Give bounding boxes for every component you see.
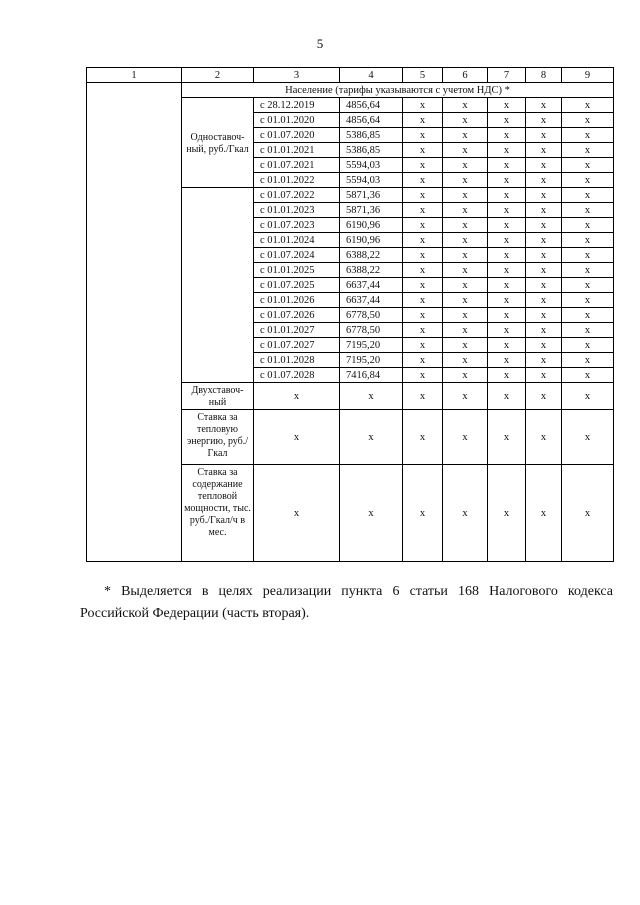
period-date: с 01.01.2021: [254, 143, 340, 158]
not-applicable-mark: х: [254, 410, 340, 465]
not-applicable-mark: х: [443, 383, 488, 410]
not-applicable-mark: х: [488, 308, 526, 323]
not-applicable-mark: х: [562, 383, 614, 410]
tariff-value: 7416,84: [340, 368, 403, 383]
not-applicable-mark: х: [443, 368, 488, 383]
not-applicable-mark: х: [526, 203, 562, 218]
not-applicable-mark: х: [562, 143, 614, 158]
not-applicable-mark: х: [562, 293, 614, 308]
not-applicable-mark: х: [526, 293, 562, 308]
not-applicable-mark: х: [403, 293, 443, 308]
rate-type-label: Двухставоч-ный: [182, 383, 254, 410]
not-applicable-mark: х: [562, 218, 614, 233]
header-row: [87, 68, 614, 83]
not-applicable-mark: х: [403, 263, 443, 278]
not-applicable-mark: х: [403, 410, 443, 465]
rate-type-label: Ставка за тепловую энергию, руб./Гкал: [182, 410, 254, 465]
tariff-value: 5386,85: [340, 143, 403, 158]
period-date: с 01.01.2028: [254, 353, 340, 368]
not-applicable-mark: х: [488, 323, 526, 338]
period-date: с 01.01.2025: [254, 263, 340, 278]
tariff-value: 6388,22: [340, 248, 403, 263]
period-date: с 28.12.2019: [254, 98, 340, 113]
not-applicable-mark: х: [403, 338, 443, 353]
not-applicable-mark: х: [488, 203, 526, 218]
not-applicable-mark: х: [488, 143, 526, 158]
rate-type-label: Одноставоч-ный, руб./Гкал: [182, 98, 254, 188]
tariff-value: 6778,50: [340, 323, 403, 338]
not-applicable-mark: х: [403, 128, 443, 143]
not-applicable-mark: х: [562, 338, 614, 353]
not-applicable-mark: х: [488, 383, 526, 410]
tariff-value: 6388,22: [340, 263, 403, 278]
not-applicable-mark: х: [488, 128, 526, 143]
not-applicable-mark: х: [526, 188, 562, 203]
not-applicable-mark: х: [403, 465, 443, 562]
column-number: 5: [403, 68, 443, 83]
not-applicable-mark: х: [488, 338, 526, 353]
not-applicable-mark: х: [562, 308, 614, 323]
not-applicable-mark: х: [488, 248, 526, 263]
not-applicable-mark: х: [488, 158, 526, 173]
not-applicable-mark: х: [562, 203, 614, 218]
not-applicable-mark: х: [443, 128, 488, 143]
not-applicable-mark: х: [488, 188, 526, 203]
not-applicable-mark: х: [562, 323, 614, 338]
period-date: с 01.01.2020: [254, 113, 340, 128]
tariff-value: 6190,96: [340, 233, 403, 248]
not-applicable-mark: х: [403, 383, 443, 410]
not-applicable-mark: х: [403, 113, 443, 128]
tariff-value: 6190,96: [340, 218, 403, 233]
not-applicable-mark: х: [443, 233, 488, 248]
not-applicable-mark: х: [443, 353, 488, 368]
not-applicable-mark: х: [403, 143, 443, 158]
tariff-value: 5594,03: [340, 158, 403, 173]
not-applicable-mark: х: [488, 465, 526, 562]
not-applicable-mark: х: [488, 173, 526, 188]
not-applicable-mark: х: [403, 368, 443, 383]
period-date: с 01.07.2022: [254, 188, 340, 203]
not-applicable-mark: х: [443, 465, 488, 562]
not-applicable-mark: х: [526, 353, 562, 368]
period-date: с 01.01.2023: [254, 203, 340, 218]
not-applicable-mark: х: [340, 410, 403, 465]
not-applicable-mark: х: [526, 173, 562, 188]
not-applicable-mark: х: [488, 278, 526, 293]
not-applicable-mark: х: [562, 278, 614, 293]
section-row: [87, 83, 614, 98]
not-applicable-mark: х: [443, 113, 488, 128]
period-date: с 01.01.2026: [254, 293, 340, 308]
period-date: с 01.07.2027: [254, 338, 340, 353]
not-applicable-mark: х: [488, 293, 526, 308]
not-applicable-mark: х: [526, 308, 562, 323]
not-applicable-mark: х: [526, 368, 562, 383]
not-applicable-mark: х: [403, 203, 443, 218]
not-applicable-mark: х: [403, 278, 443, 293]
column-number: 7: [488, 68, 526, 83]
not-applicable-mark: х: [443, 143, 488, 158]
not-applicable-mark: х: [443, 293, 488, 308]
column-number: 6: [443, 68, 488, 83]
not-applicable-mark: х: [488, 353, 526, 368]
not-applicable-mark: х: [488, 263, 526, 278]
tariff-value: 6637,44: [340, 293, 403, 308]
category-cell: [87, 83, 182, 562]
column-number: 4: [340, 68, 403, 83]
not-applicable-mark: х: [443, 158, 488, 173]
not-applicable-mark: х: [443, 323, 488, 338]
not-applicable-mark: х: [403, 233, 443, 248]
not-applicable-mark: х: [403, 218, 443, 233]
column-number: 3: [254, 68, 340, 83]
not-applicable-mark: х: [443, 410, 488, 465]
not-applicable-mark: х: [562, 353, 614, 368]
tariff-value: 6637,44: [340, 278, 403, 293]
not-applicable-mark: х: [526, 233, 562, 248]
not-applicable-mark: х: [526, 338, 562, 353]
not-applicable-mark: х: [488, 233, 526, 248]
not-applicable-mark: х: [403, 188, 443, 203]
not-applicable-mark: х: [526, 98, 562, 113]
not-applicable-mark: х: [340, 465, 403, 562]
not-applicable-mark: х: [562, 98, 614, 113]
not-applicable-mark: х: [403, 173, 443, 188]
not-applicable-mark: х: [562, 465, 614, 562]
not-applicable-mark: х: [562, 113, 614, 128]
not-applicable-mark: х: [562, 158, 614, 173]
tariff-value: 6778,50: [340, 308, 403, 323]
not-applicable-mark: х: [562, 173, 614, 188]
not-applicable-mark: х: [443, 338, 488, 353]
not-applicable-mark: х: [526, 143, 562, 158]
not-applicable-mark: х: [526, 128, 562, 143]
tariff-value: 5594,03: [340, 173, 403, 188]
not-applicable-mark: х: [443, 308, 488, 323]
not-applicable-mark: х: [443, 173, 488, 188]
column-number: 9: [562, 68, 614, 83]
not-applicable-mark: х: [443, 98, 488, 113]
period-date: с 01.01.2024: [254, 233, 340, 248]
footnote: * Выделяется в целях реализации пункта 6 статьи 168 Налогового кодекса Российской Федерации (часть вторая).: [80, 584, 613, 621]
period-date: с 01.07.2025: [254, 278, 340, 293]
page-number: 5: [316, 36, 324, 51]
not-applicable-mark: х: [488, 410, 526, 465]
not-applicable-mark: х: [488, 113, 526, 128]
tariff-value: 7195,20: [340, 353, 403, 368]
not-applicable-mark: х: [443, 248, 488, 263]
not-applicable-mark: х: [254, 465, 340, 562]
not-applicable-mark: х: [340, 383, 403, 410]
not-applicable-mark: х: [403, 248, 443, 263]
not-applicable-mark: х: [403, 158, 443, 173]
tariff-value: 5871,36: [340, 188, 403, 203]
not-applicable-mark: х: [403, 98, 443, 113]
not-applicable-mark: х: [526, 278, 562, 293]
not-applicable-mark: х: [488, 98, 526, 113]
not-applicable-mark: х: [526, 158, 562, 173]
not-applicable-mark: х: [488, 218, 526, 233]
rate-type-label: Ставка за содержание тепловой мощности, тыс. руб./Гкал/ч в мес.: [182, 465, 254, 562]
column-number: 8: [526, 68, 562, 83]
period-date: с 01.07.2023: [254, 218, 340, 233]
not-applicable-mark: х: [562, 410, 614, 465]
not-applicable-mark: х: [526, 113, 562, 128]
period-date: с 01.07.2024: [254, 248, 340, 263]
not-applicable-mark: х: [562, 263, 614, 278]
period-date: с 01.07.2026: [254, 308, 340, 323]
not-applicable-mark: х: [562, 248, 614, 263]
rate-type-cell: [182, 188, 254, 383]
not-applicable-mark: х: [526, 263, 562, 278]
not-applicable-mark: х: [443, 278, 488, 293]
not-applicable-mark: х: [562, 188, 614, 203]
column-number: 1: [87, 68, 182, 83]
period-date: с 01.07.2028: [254, 368, 340, 383]
not-applicable-mark: х: [443, 263, 488, 278]
tariff-value: 7195,20: [340, 338, 403, 353]
not-applicable-mark: х: [526, 383, 562, 410]
period-date: с 01.01.2022: [254, 173, 340, 188]
not-applicable-mark: х: [526, 323, 562, 338]
tariff-table: [86, 67, 614, 562]
column-number: 2: [182, 68, 254, 83]
not-applicable-mark: х: [443, 188, 488, 203]
tariff-value: 5386,85: [340, 128, 403, 143]
not-applicable-mark: х: [526, 410, 562, 465]
not-applicable-mark: х: [526, 465, 562, 562]
section-title: Население (тарифы указываются с учетом НДС) *: [182, 83, 614, 98]
period-date: с 01.07.2021: [254, 158, 340, 173]
not-applicable-mark: х: [403, 308, 443, 323]
not-applicable-mark: х: [526, 248, 562, 263]
period-date: с 01.01.2027: [254, 323, 340, 338]
not-applicable-mark: х: [403, 323, 443, 338]
tariff-value: 4856,64: [340, 98, 403, 113]
tariff-value: 4856,64: [340, 113, 403, 128]
not-applicable-mark: х: [562, 128, 614, 143]
not-applicable-mark: х: [562, 368, 614, 383]
tariff-value: 5871,36: [340, 203, 403, 218]
not-applicable-mark: х: [403, 353, 443, 368]
period-date: с 01.07.2020: [254, 128, 340, 143]
not-applicable-mark: х: [562, 233, 614, 248]
not-applicable-mark: х: [488, 368, 526, 383]
not-applicable-mark: х: [254, 383, 340, 410]
not-applicable-mark: х: [526, 218, 562, 233]
not-applicable-mark: х: [443, 218, 488, 233]
not-applicable-mark: х: [443, 203, 488, 218]
